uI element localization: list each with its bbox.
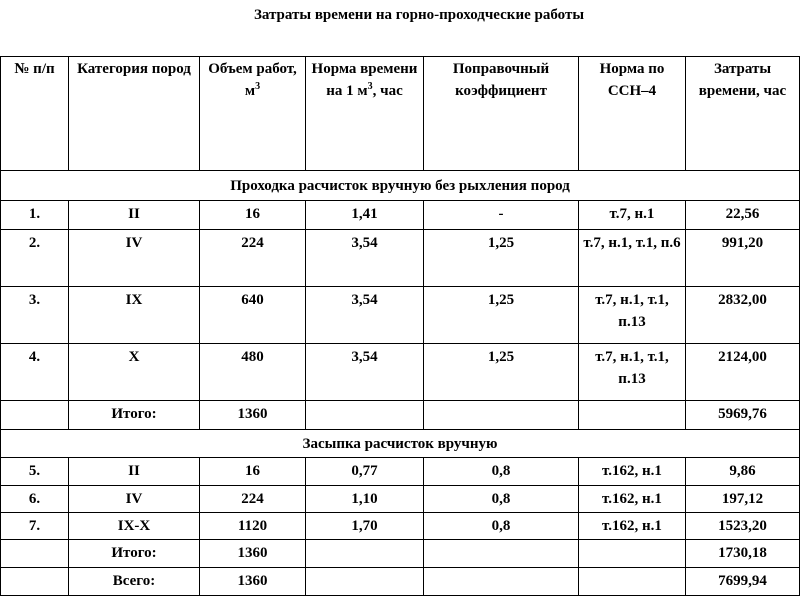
cell-num: 1. bbox=[1, 201, 69, 230]
cell-empty bbox=[306, 401, 424, 430]
cell-norm: 3,54 bbox=[306, 230, 424, 287]
table-row bbox=[1, 513, 800, 540]
header-time: Затраты времени, час bbox=[686, 57, 800, 171]
table-row bbox=[1, 287, 800, 344]
cell-num: 2. bbox=[1, 230, 69, 287]
cell-category: II bbox=[69, 458, 200, 486]
cell-empty bbox=[424, 401, 579, 430]
cell-empty bbox=[424, 540, 579, 568]
cell-num: 6. bbox=[1, 486, 69, 513]
cell-ssn: т.7, н.1, т.1, п.6 bbox=[579, 230, 686, 287]
subtotal-volume: 1360 bbox=[200, 401, 306, 430]
cell-coef: 1,25 bbox=[424, 230, 579, 287]
cell-volume: 480 bbox=[200, 344, 306, 401]
cell-time: 9,86 bbox=[686, 458, 800, 486]
cell-num: 5. bbox=[1, 458, 69, 486]
subtotal-time: 5969,76 bbox=[686, 401, 800, 430]
cell-volume: 224 bbox=[200, 230, 306, 287]
cell-norm: 3,54 bbox=[306, 344, 424, 401]
cell-empty bbox=[1, 401, 69, 430]
cell-time: 197,12 bbox=[686, 486, 800, 513]
cell-ssn: т.162, н.1 bbox=[579, 486, 686, 513]
cell-time: 2832,00 bbox=[686, 287, 800, 344]
cell-num: 3. bbox=[1, 287, 69, 344]
table-row bbox=[1, 486, 800, 513]
cell-coef: 0,8 bbox=[424, 458, 579, 486]
table-row bbox=[1, 201, 800, 230]
page-title: Затраты времени на горно-проходческие работы bbox=[253, 7, 585, 23]
cell-empty bbox=[424, 568, 579, 596]
cell-ssn: т.162, н.1 bbox=[579, 458, 686, 486]
cell-time: 1523,20 bbox=[686, 513, 800, 540]
cell-norm: 1,41 bbox=[306, 201, 424, 230]
cell-category: IV bbox=[69, 230, 200, 287]
cell-coef: 1,25 bbox=[424, 287, 579, 344]
cell-empty bbox=[306, 540, 424, 568]
cell-time: 991,20 bbox=[686, 230, 800, 287]
cell-volume: 224 bbox=[200, 486, 306, 513]
cell-volume: 640 bbox=[200, 287, 306, 344]
section-row bbox=[1, 430, 800, 458]
cell-empty bbox=[306, 568, 424, 596]
header-ssn: Норма по ССН–4 bbox=[579, 57, 686, 171]
cell-ssn: т.162, н.1 bbox=[579, 513, 686, 540]
cell-num: 7. bbox=[1, 513, 69, 540]
subtotal-label: Итого: bbox=[69, 540, 200, 568]
cell-norm: 3,54 bbox=[306, 287, 424, 344]
cell-coef: - bbox=[424, 201, 579, 230]
cell-time: 22,56 bbox=[686, 201, 800, 230]
subtotal-row bbox=[1, 401, 800, 430]
header-norm: Норма времени на 1 $м^3$, час bbox=[306, 57, 424, 171]
cell-norm: 1,10 bbox=[306, 486, 424, 513]
section-title: Проходка расчисток вручную без рыхления пород bbox=[1, 171, 800, 201]
subtotal-volume: 1360 bbox=[200, 540, 306, 568]
cell-coef: 0,8 bbox=[424, 486, 579, 513]
header-volume: Объем работ, $м^3$ bbox=[200, 57, 306, 171]
cell-volume: 16 bbox=[200, 201, 306, 230]
grand-total-volume: 1360 bbox=[200, 568, 306, 596]
cell-coef: 1,25 bbox=[424, 344, 579, 401]
grand-total-row bbox=[1, 568, 800, 596]
header-num: № п/п bbox=[1, 57, 69, 171]
cell-volume: 16 bbox=[200, 458, 306, 486]
cell-category: X bbox=[69, 344, 200, 401]
grand-total-time: 7699,94 bbox=[686, 568, 800, 596]
cell-empty bbox=[579, 568, 686, 596]
cell-empty bbox=[1, 540, 69, 568]
cell-volume: 1120 bbox=[200, 513, 306, 540]
table-header-row bbox=[1, 57, 800, 171]
cell-category: IX bbox=[69, 287, 200, 344]
subtotal-time: 1730,18 bbox=[686, 540, 800, 568]
header-coef: Поправочный коэффициент bbox=[424, 57, 579, 171]
table-row bbox=[1, 458, 800, 486]
section-title: Засыпка расчисток вручную bbox=[1, 430, 800, 458]
cell-ssn: т.7, н.1 bbox=[579, 201, 686, 230]
time-costs-table bbox=[0, 56, 800, 596]
grand-total-label: Всего: bbox=[69, 568, 200, 596]
cell-empty bbox=[579, 401, 686, 430]
section-row bbox=[1, 171, 800, 201]
cell-category: IX-X bbox=[69, 513, 200, 540]
cell-time: 2124,00 bbox=[686, 344, 800, 401]
cell-empty bbox=[1, 568, 69, 596]
cell-category: IV bbox=[69, 486, 200, 513]
cell-empty bbox=[579, 540, 686, 568]
cell-norm: 1,70 bbox=[306, 513, 424, 540]
cell-ssn: т.7, н.1, т.1, п.13 bbox=[579, 344, 686, 401]
subtotal-row bbox=[1, 540, 800, 568]
cell-coef: 0,8 bbox=[424, 513, 579, 540]
cell-ssn: т.7, н.1, т.1, п.13 bbox=[579, 287, 686, 344]
table-row bbox=[1, 230, 800, 287]
cell-num: 4. bbox=[1, 344, 69, 401]
header-category: Категория пород bbox=[69, 57, 200, 171]
subtotal-label: Итого: bbox=[69, 401, 200, 430]
table-row bbox=[1, 344, 800, 401]
cell-category: II bbox=[69, 201, 200, 230]
cell-norm: 0,77 bbox=[306, 458, 424, 486]
